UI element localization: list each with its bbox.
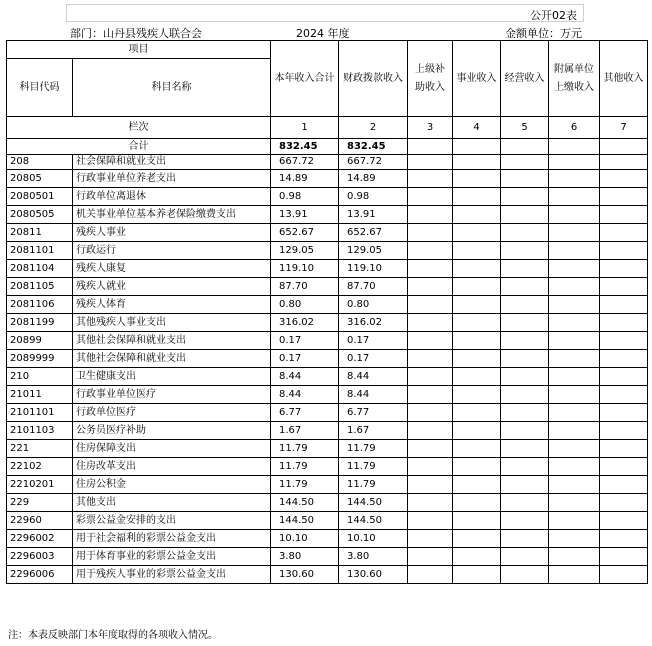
empty-cell — [549, 155, 600, 170]
row-fiscal: 11.79 — [339, 476, 408, 494]
row-fiscal: 0.98 — [339, 188, 408, 206]
header-code: 科目代码 — [7, 59, 73, 117]
subject-code: 2081199 — [7, 314, 73, 332]
empty-cell — [600, 386, 648, 404]
header-other: 其他收入 — [600, 41, 648, 117]
subject-name: 用于社会福利的彩票公益金支出 — [73, 530, 271, 548]
col-num: 5 — [501, 117, 549, 139]
empty-cell — [408, 422, 453, 440]
empty-cell — [501, 155, 549, 170]
empty-cell — [408, 278, 453, 296]
row-total: 8.44 — [271, 386, 339, 404]
row-total: 13.91 — [271, 206, 339, 224]
empty-cell — [453, 170, 501, 188]
table-row — [7, 332, 648, 350]
empty-cell — [549, 350, 600, 368]
empty-cell — [501, 206, 549, 224]
table-row — [7, 206, 648, 224]
col-num: 4 — [453, 117, 501, 139]
empty-cell — [549, 278, 600, 296]
empty-cell — [501, 332, 549, 350]
empty-cell — [600, 188, 648, 206]
empty-cell — [549, 296, 600, 314]
empty-cell — [408, 494, 453, 512]
row-fiscal: 6.77 — [339, 404, 408, 422]
row-fiscal: 0.17 — [339, 332, 408, 350]
table-row — [7, 458, 648, 476]
subject-code: 2080501 — [7, 188, 73, 206]
subject-code: 2081106 — [7, 296, 73, 314]
row-fiscal: 8.44 — [339, 368, 408, 386]
header-subsidy: 上级补助收入 — [408, 41, 453, 117]
empty-cell — [501, 242, 549, 260]
table-row — [7, 368, 648, 386]
row-fiscal: 8.44 — [339, 386, 408, 404]
empty-cell — [549, 332, 600, 350]
subject-name: 行政单位医疗 — [73, 404, 271, 422]
empty-cell — [600, 332, 648, 350]
empty-cell — [453, 296, 501, 314]
empty-cell — [453, 512, 501, 530]
empty-cell — [501, 314, 549, 332]
empty-cell — [600, 155, 648, 170]
empty-cell — [549, 494, 600, 512]
col-num: 3 — [408, 117, 453, 139]
subject-name: 行政事业单位医疗 — [73, 386, 271, 404]
empty-cell — [453, 476, 501, 494]
header-fiscal: 财政拨款收入 — [339, 41, 408, 117]
empty-cell — [453, 350, 501, 368]
empty-cell — [600, 278, 648, 296]
subject-name: 残疾人康复 — [73, 260, 271, 278]
empty-cell — [501, 458, 549, 476]
subject-code: 2101103 — [7, 422, 73, 440]
row-total: 10.10 — [271, 530, 339, 548]
subject-name: 彩票公益金安排的支出 — [73, 512, 271, 530]
year-label: 2024 年度 — [296, 27, 350, 40]
subject-name: 行政事业单位养老支出 — [73, 170, 271, 188]
header-operation: 经营收入 — [501, 41, 549, 117]
empty-cell — [549, 476, 600, 494]
empty-cell — [501, 494, 549, 512]
subject-name: 社会保障和就业支出 — [73, 155, 271, 170]
col-num: 6 — [549, 117, 600, 139]
empty-cell — [453, 206, 501, 224]
subject-name: 其他支出 — [73, 494, 271, 512]
empty-cell — [549, 242, 600, 260]
empty-cell — [501, 566, 549, 584]
empty-cell — [549, 314, 600, 332]
header-business: 事业收入 — [453, 41, 501, 117]
empty-cell — [600, 242, 648, 260]
empty-cell — [408, 314, 453, 332]
header-name: 科目名称 — [73, 59, 271, 117]
empty-cell — [501, 530, 549, 548]
subject-name: 其他社会保障和就业支出 — [73, 332, 271, 350]
table-row — [7, 530, 648, 548]
row-fiscal: 11.79 — [339, 440, 408, 458]
empty-cell — [549, 224, 600, 242]
empty-cell — [453, 404, 501, 422]
row-fiscal: 316.02 — [339, 314, 408, 332]
table-row — [7, 350, 648, 368]
empty-cell — [453, 368, 501, 386]
table-row — [7, 314, 648, 332]
empty-cell — [408, 368, 453, 386]
empty-cell — [501, 350, 549, 368]
empty-cell — [600, 368, 648, 386]
empty-cell — [453, 458, 501, 476]
table-row — [7, 512, 648, 530]
empty-cell — [549, 170, 600, 188]
row-total: 11.79 — [271, 476, 339, 494]
table-row — [7, 242, 648, 260]
subject-code: 2210201 — [7, 476, 73, 494]
table-row — [7, 476, 648, 494]
row-fiscal: 144.50 — [339, 512, 408, 530]
empty-cell — [549, 206, 600, 224]
empty-cell — [549, 512, 600, 530]
empty-cell — [453, 155, 501, 170]
empty-cell — [408, 386, 453, 404]
empty-cell — [600, 170, 648, 188]
empty-cell — [600, 422, 648, 440]
empty-cell — [549, 386, 600, 404]
empty-cell — [501, 188, 549, 206]
subject-code: 2081104 — [7, 260, 73, 278]
empty-cell — [600, 530, 648, 548]
empty-cell — [453, 188, 501, 206]
empty-cell — [600, 350, 648, 368]
empty-cell — [453, 386, 501, 404]
subject-name: 机关事业单位基本养老保险缴费支出 — [73, 206, 271, 224]
table-body — [7, 117, 648, 584]
empty-cell — [600, 314, 648, 332]
empty-cell — [408, 206, 453, 224]
empty-cell — [549, 368, 600, 386]
empty-cell — [549, 188, 600, 206]
empty-cell — [408, 242, 453, 260]
row-total: 652.67 — [271, 224, 339, 242]
income-table — [6, 40, 648, 584]
empty-cell — [600, 476, 648, 494]
row-fiscal: 10.10 — [339, 530, 408, 548]
form-number-bar — [66, 4, 584, 22]
row-total: 129.05 — [271, 242, 339, 260]
total-label: 合计 — [7, 139, 271, 155]
subject-code: 20899 — [7, 332, 73, 350]
empty-cell — [453, 422, 501, 440]
subject-name: 用于体育事业的彩票公益金支出 — [73, 548, 271, 566]
empty-cell — [600, 296, 648, 314]
empty-cell — [600, 548, 648, 566]
subject-code: 20805 — [7, 170, 73, 188]
row-total: 130.60 — [271, 566, 339, 584]
empty-cell — [549, 530, 600, 548]
table-row — [7, 494, 648, 512]
row-fiscal: 119.10 — [339, 260, 408, 278]
empty-cell — [501, 278, 549, 296]
empty-cell — [549, 404, 600, 422]
col-num: 2 — [339, 117, 408, 139]
col-num: 7 — [600, 117, 648, 139]
empty-cell — [501, 404, 549, 422]
row-fiscal: 3.80 — [339, 548, 408, 566]
col-num: 1 — [271, 117, 339, 139]
table-row — [7, 224, 648, 242]
subject-code: 20811 — [7, 224, 73, 242]
empty-cell — [453, 242, 501, 260]
subject-name: 行政运行 — [73, 242, 271, 260]
empty-cell — [501, 440, 549, 458]
empty-cell — [453, 332, 501, 350]
subject-name: 住房保障支出 — [73, 440, 271, 458]
row-index-label: 栏次 — [7, 117, 271, 139]
empty-cell — [408, 440, 453, 458]
subject-code: 22960 — [7, 512, 73, 530]
empty-cell — [408, 296, 453, 314]
empty-cell — [453, 530, 501, 548]
subject-code: 2081105 — [7, 278, 73, 296]
empty-cell — [549, 440, 600, 458]
row-total: 119.10 — [271, 260, 339, 278]
row-total: 0.80 — [271, 296, 339, 314]
empty-cell — [501, 296, 549, 314]
subject-code: 22102 — [7, 458, 73, 476]
row-total: 87.70 — [271, 278, 339, 296]
table-row — [7, 260, 648, 278]
row-fiscal: 0.17 — [339, 350, 408, 368]
table-row — [7, 404, 648, 422]
subject-code: 2080505 — [7, 206, 73, 224]
empty-cell — [408, 170, 453, 188]
subject-code: 229 — [7, 494, 73, 512]
table-row — [7, 170, 648, 188]
subject-name: 用于残疾人事业的彩票公益金支出 — [73, 566, 271, 584]
empty-cell — [408, 548, 453, 566]
empty-cell — [501, 260, 549, 278]
empty-cell — [408, 404, 453, 422]
subject-code: 221 — [7, 440, 73, 458]
row-fiscal: 652.67 — [339, 224, 408, 242]
subject-code: 2089999 — [7, 350, 73, 368]
table-row — [7, 296, 648, 314]
subject-name: 残疾人就业 — [73, 278, 271, 296]
row-total: 8.44 — [271, 368, 339, 386]
table-row — [7, 278, 648, 296]
subject-name: 残疾人事业 — [73, 224, 271, 242]
row-total: 6.77 — [271, 404, 339, 422]
row-fiscal: 14.89 — [339, 170, 408, 188]
row-total: 144.50 — [271, 494, 339, 512]
empty-cell — [453, 548, 501, 566]
empty-cell — [501, 548, 549, 566]
subject-name: 住房公积金 — [73, 476, 271, 494]
subject-name: 行政单位离退休 — [73, 188, 271, 206]
empty-cell — [408, 566, 453, 584]
empty-cell — [408, 332, 453, 350]
empty-cell — [600, 206, 648, 224]
empty-cell — [408, 458, 453, 476]
empty-cell — [600, 404, 648, 422]
row-total: 1.67 — [271, 422, 339, 440]
row-fiscal: 0.80 — [339, 296, 408, 314]
empty-cell — [549, 458, 600, 476]
empty-cell — [549, 260, 600, 278]
empty-cell — [453, 494, 501, 512]
row-total: 11.79 — [271, 458, 339, 476]
empty-cell — [408, 224, 453, 242]
row-total: 144.50 — [271, 512, 339, 530]
subject-name: 其他残疾人事业支出 — [73, 314, 271, 332]
table-row — [7, 440, 648, 458]
total-amount: 832.45 — [271, 139, 339, 155]
empty-cell — [408, 512, 453, 530]
row-total: 14.89 — [271, 170, 339, 188]
row-fiscal: 130.60 — [339, 566, 408, 584]
empty-cell — [453, 440, 501, 458]
row-fiscal: 11.79 — [339, 458, 408, 476]
table-row — [7, 566, 648, 584]
subject-code: 208 — [7, 155, 73, 170]
empty-cell — [453, 224, 501, 242]
empty-cell — [501, 368, 549, 386]
empty-cell — [600, 440, 648, 458]
subject-name: 住房改革支出 — [73, 458, 271, 476]
subject-code: 210 — [7, 368, 73, 386]
subject-code: 2296003 — [7, 548, 73, 566]
empty-cell — [408, 155, 453, 170]
empty-cell — [408, 350, 453, 368]
subject-code: 2296006 — [7, 566, 73, 584]
subject-code: 21011 — [7, 386, 73, 404]
subject-name: 其他社会保障和就业支出 — [73, 350, 271, 368]
row-fiscal: 13.91 — [339, 206, 408, 224]
empty-cell — [549, 422, 600, 440]
subject-code: 2101101 — [7, 404, 73, 422]
empty-cell — [501, 386, 549, 404]
table-header — [7, 41, 648, 117]
row-total: 0.17 — [271, 332, 339, 350]
empty-cell — [600, 566, 648, 584]
unit-label: 金额单位：万元 — [505, 27, 582, 40]
footnote: 注：本表反映部门本年度取得的各项收入情况。 — [8, 630, 218, 641]
empty-cell — [600, 260, 648, 278]
table-row — [7, 188, 648, 206]
row-total: 11.79 — [271, 440, 339, 458]
empty-cell — [501, 422, 549, 440]
table-row — [7, 155, 648, 170]
row-total: 316.02 — [271, 314, 339, 332]
table-row — [7, 548, 648, 566]
empty-cell — [501, 476, 549, 494]
empty-cell — [408, 260, 453, 278]
empty-cell — [453, 278, 501, 296]
empty-cell — [408, 476, 453, 494]
table-row — [7, 386, 648, 404]
empty-cell — [408, 188, 453, 206]
empty-cell — [453, 566, 501, 584]
subject-name: 公务员医疗补助 — [73, 422, 271, 440]
empty-cell — [549, 566, 600, 584]
subject-code: 2296002 — [7, 530, 73, 548]
header-total: 本年收入合计 — [271, 41, 339, 117]
row-total: 3.80 — [271, 548, 339, 566]
empty-cell — [600, 458, 648, 476]
row-fiscal: 87.70 — [339, 278, 408, 296]
subject-name: 卫生健康支出 — [73, 368, 271, 386]
empty-cell — [549, 548, 600, 566]
empty-cell — [600, 224, 648, 242]
empty-cell — [501, 224, 549, 242]
subject-code: 2081101 — [7, 242, 73, 260]
row-fiscal: 1.67 — [339, 422, 408, 440]
empty-cell — [408, 530, 453, 548]
empty-cell — [600, 512, 648, 530]
row-fiscal: 667.72 — [339, 155, 408, 170]
row-fiscal: 129.05 — [339, 242, 408, 260]
total-row — [7, 139, 648, 155]
total-fiscal: 832.45 — [339, 139, 408, 155]
report-meta — [66, 24, 584, 40]
row-index — [7, 117, 648, 139]
form-number: 公开02表 — [530, 9, 577, 22]
department-label: 部门：山丹县残疾人联合会 — [70, 27, 202, 40]
empty-cell — [453, 260, 501, 278]
subject-name: 残疾人体育 — [73, 296, 271, 314]
empty-cell — [501, 170, 549, 188]
empty-cell — [501, 512, 549, 530]
empty-cell — [600, 494, 648, 512]
row-total: 667.72 — [271, 155, 339, 170]
header-project: 项目 — [7, 41, 271, 59]
report-header — [66, 4, 584, 40]
empty-cell — [453, 314, 501, 332]
table-row — [7, 422, 648, 440]
row-fiscal: 144.50 — [339, 494, 408, 512]
row-total: 0.17 — [271, 350, 339, 368]
row-total: 0.98 — [271, 188, 339, 206]
header-affiliated: 附属单位上缴收入 — [549, 41, 600, 117]
